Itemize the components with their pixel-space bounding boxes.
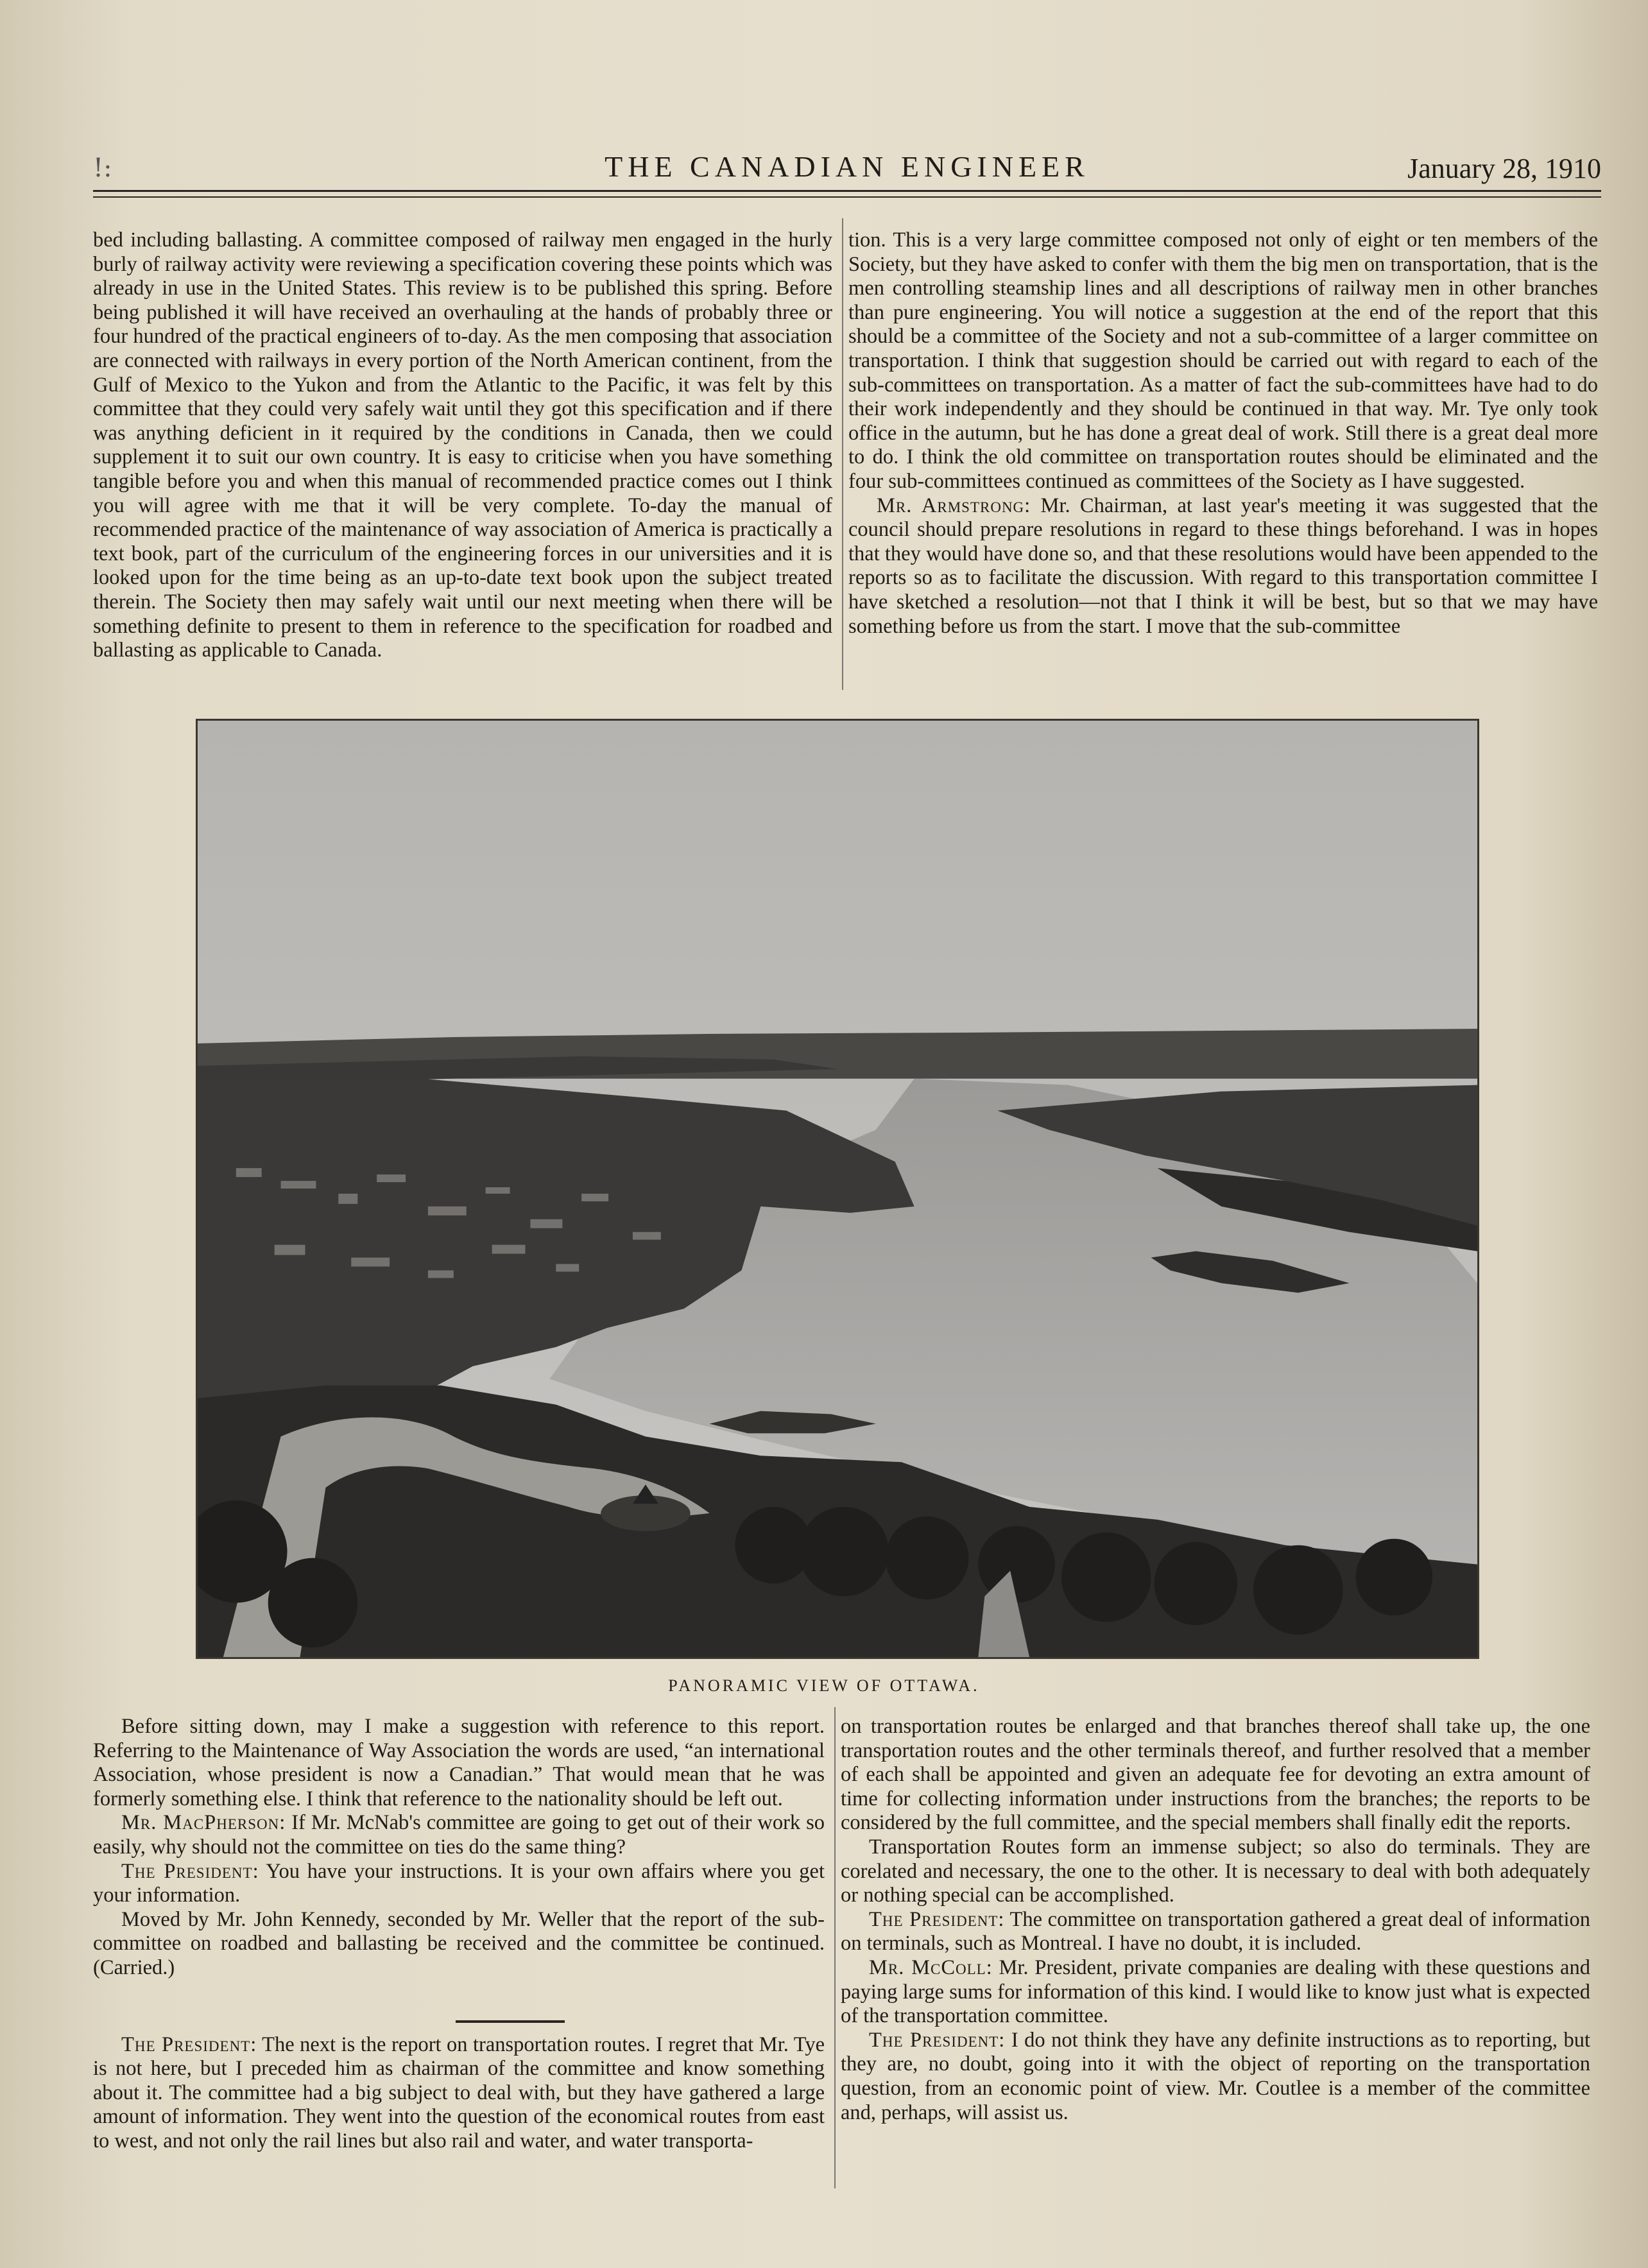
speech-text: The committee on transportation gathered a great deal of information on terminals, such as Montreal. I have no doubt, it is included. — [841, 1907, 1590, 1955]
speech-text: If Mr. McNab's committee are going to get out of their work so easily, why should not the committee on ties do the same thing? — [93, 1811, 825, 1859]
paragraph — [93, 1811, 825, 1859]
speech-text: Mr. President, private companies are dealing with these questions and paying large sums for information of this kind. I would like to know just what is expected of the transportation committee. — [841, 1955, 1590, 2028]
paragraph — [848, 494, 1598, 639]
speech-text: The next is the report on transportation routes. I regret that Mr. Tye is not here, but I preceded him as chairman of the committee and know something about it. The committee had a big subject to deal with, but they have gathered a large amount of information. They went into the question of the economical routes from east to west, and not only the rail lines but also rail and water, and water transporta- — [93, 2032, 825, 2152]
section-divider — [456, 2020, 565, 2023]
speaker-name: Mr. McColl: — [869, 1955, 993, 1979]
ottawa-panorama-image — [198, 721, 1477, 1657]
photo-caption: PANORAMIC VIEW OF OTTAWA. — [668, 1676, 980, 1695]
speaker-name: Mr. Armstrong: — [877, 494, 1031, 517]
speaker-name: The President: — [869, 2028, 1006, 2052]
paragraph — [93, 2033, 825, 2154]
speaker-name: Mr. MacPherson: — [121, 1811, 286, 1835]
paragraph: tion. This is a very large committee composed not only of eight or ten members of the Society, but they have asked to confer with them the big men on transportation, that is the men controlling steamship lines and all descriptions of railway men in other branches than pure engineering. You will notice a suggestion at the end of the report that this should be a committee of the Society and not a sub-committee of a larger committee on transportation. I think that suggestion should be carried out with regard to each of the sub-committees on transportation. As a matter of fact the sub-committees have had to do their work independently and they should be continued in that way. Mr. Tye only took office in the autumn, but he has done a great deal of work. Still there is a great deal more to do. I think the old committee on transportation routes should be eliminated and the four sub-committees continued as committees of the Society as I have suggested. — [848, 228, 1598, 493]
top-left-column — [93, 228, 832, 663]
paragraph: Transportation Routes form an immense subject; so also do terminals. They are corelated and necessary, the one to the other. It is necessary to deal with both adequately or nothing special can be accomplished. — [841, 1835, 1590, 1907]
paragraph — [841, 2029, 1590, 2125]
issue-date: January 28, 1910 — [1407, 153, 1601, 184]
page-header — [93, 144, 1601, 196]
speech-text: You have your instructions. It is your own affairs where you get your information. — [93, 1859, 825, 1907]
speech-text: I do not think they have any definite instructions as to reporting, but they are, no doubt, going into it with the object of reporting on the transportation question, from an economic point of view. Mr. Coutlee is a member of the committee and, perhaps, will assist us. — [841, 2028, 1590, 2124]
speech-text: Mr. Chairman, at last year's meeting it was suggested that the council should prepare resolutions in regard to these things beforehand. I was in hopes that they would have done so, and that these resolutions would have been appended to the reports so as to facilitate the discussion. With regard to this transportation committee I have sketched a resolution—not that I think it will be best, but so that we may have something before us from the start. I move that the sub-committee — [848, 494, 1598, 638]
speaker-name: The President: — [121, 1859, 259, 1883]
paragraph — [841, 1956, 1590, 2029]
column-divider — [834, 1707, 836, 2188]
top-right-column — [848, 228, 1598, 639]
bottom-right-column — [841, 1715, 1590, 2125]
speaker-name: The President: — [121, 2032, 257, 2056]
bottom-left-column — [93, 1715, 825, 2154]
publication-title: THE CANADIAN ENGINEER — [605, 150, 1090, 183]
paragraph: Before sitting down, may I make a suggestion with reference to this report. Referring to the Maintenance of Way Association the words are used, “an international Association, whose president is now a Canadian.” That would mean that he was formerly something else. I think that reference to the nationality should be left out. — [93, 1715, 825, 1810]
paragraph: Moved by Mr. John Kennedy, seconded by Mr. Weller that the report of the sub-committee on roadbed and ballasting be received and the committee be continued. (Carried.) — [93, 1907, 825, 1979]
panoramic-photo — [196, 719, 1479, 1659]
speaker-name: The President: — [869, 1907, 1005, 1931]
column-divider — [842, 218, 843, 690]
paragraph: on transportation routes be enlarged and that branches thereof shall take up, the one transportation routes and the other terminals thereof, and further resolved that a member of each shall be appointed and given an adequate fee for devoting an extra amount of time for collecting information under instructions from the branches; the reports to be considered by the full committee, and the special members shall finally edit the reports. — [841, 1715, 1590, 1835]
paragraph — [841, 1908, 1590, 1956]
header-rule-thin — [93, 196, 1601, 198]
header-rule — [93, 190, 1601, 192]
page-number: !: — [93, 153, 112, 183]
paragraph: bed including ballasting. A committee composed of railway men engaged in the hurly burly of railway activity were reviewing a specification covering these points which was already in use in the United States. This review is to be published this spring. Before being published it will have received an overhauling at the hands of probably three or four hundred of the practical engineers of to-day. As the men composing that association are connected with railways in every portion of the North American continent, from the Gulf of Mexico to the Yukon and from the Atlantic to the Pacific, it was felt by this committee that they could very safely wait until they got this specification and if there was anything deficient in it required by the conditions in Canada, then we could supplement it to suit our own country. It is easy to criticise when you have something tangible before you and when this manual of recommended practice comes out I think you will agree with me that it will be very complete. To-day the manual of recommended practice of the maintenance of way association of America is practically a text book, part of the curriculum of the engineering forces in our universities and it is looked upon for the time being as an up-to-date text book upon the subject treated therein. The Society then may safely wait until our next meeting when there will be something definite to present to them in reference to the specification for roadbed and ballasting as applicable to Canada. — [93, 228, 832, 662]
paragraph — [93, 1860, 825, 1908]
